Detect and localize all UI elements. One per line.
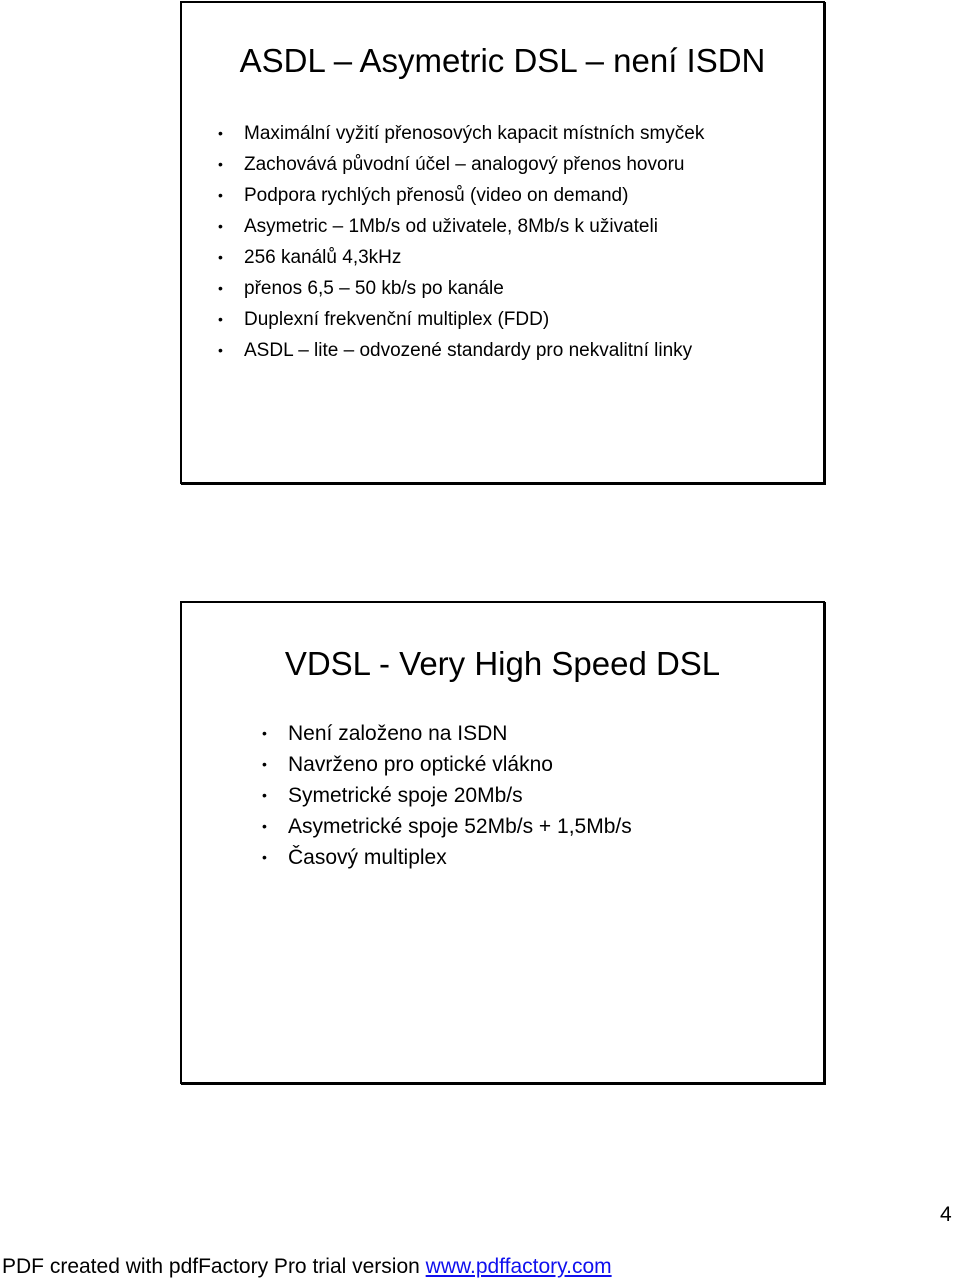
bullet-text: Zachovává původní účel – analogový přenos hovoru [244, 154, 685, 175]
bullet-text: Duplexní frekvenční multiplex (FDD) [244, 309, 550, 330]
list-item [262, 780, 632, 811]
bullet-text: Časový multiplex [288, 846, 447, 869]
bullet-icon: • [218, 311, 223, 327]
bullet-list [218, 118, 704, 366]
slide-vdsl [180, 601, 825, 1084]
slide-title: ASDL – Asymetric DSL – není ISDN [239, 42, 766, 79]
bullet-text: Asymetrické spoje 52Mb/s + 1,5Mb/s [288, 815, 632, 838]
bullet-icon: • [262, 818, 267, 834]
bullet-text: Navrženo pro optické vlákno [288, 753, 553, 776]
bullet-text: 256 kanálů 4,3kHz [244, 247, 402, 268]
list-item [218, 118, 704, 149]
footer-text: PDF created with pdfFactory Pro trial version [2, 1255, 426, 1278]
slide-title: VDSL - Very High Speed DSL [284, 645, 721, 682]
bullet-icon: • [218, 342, 223, 358]
list-item [218, 149, 704, 180]
bullet-icon: • [218, 218, 223, 234]
list-item [262, 718, 632, 749]
list-item [262, 811, 632, 842]
pdf-footer [2, 1255, 612, 1279]
list-item [218, 335, 704, 366]
bullet-icon: • [262, 787, 267, 803]
bullet-text: Není založeno na ISDN [288, 722, 508, 745]
bullet-text: ASDL – lite – odvozené standardy pro nekvalitní linky [244, 340, 693, 361]
list-item [262, 842, 632, 873]
list-item [218, 304, 704, 335]
bullet-icon: • [218, 125, 223, 141]
bullet-text: Maximální vyžití přenosových kapacit místních smyček [244, 123, 705, 144]
bullet-icon: • [262, 756, 267, 772]
list-item [218, 242, 704, 273]
bullet-text: Asymetric – 1Mb/s od uživatele, 8Mb/s k uživateli [244, 216, 658, 237]
page-number: 4 [940, 1203, 952, 1226]
bullet-text: přenos 6,5 – 50 kb/s po kanále [244, 278, 504, 299]
bullet-icon: • [218, 280, 223, 296]
bullet-icon: • [218, 187, 223, 203]
bullet-text: Podpora rychlých přenosů (video on demand) [244, 185, 629, 206]
footer-link[interactable]: www.pdffactory.com [425, 1255, 612, 1278]
bullet-text: Symetrické spoje 20Mb/s [288, 784, 523, 807]
list-item [218, 180, 704, 211]
bullet-icon: • [218, 249, 223, 265]
bullet-icon: • [262, 849, 267, 865]
bullet-icon: • [218, 156, 223, 172]
bullet-list [262, 718, 632, 873]
slide-asdl [180, 1, 825, 484]
list-item [218, 273, 704, 304]
list-item [262, 749, 632, 780]
list-item [218, 211, 704, 242]
bullet-icon: • [262, 725, 267, 741]
